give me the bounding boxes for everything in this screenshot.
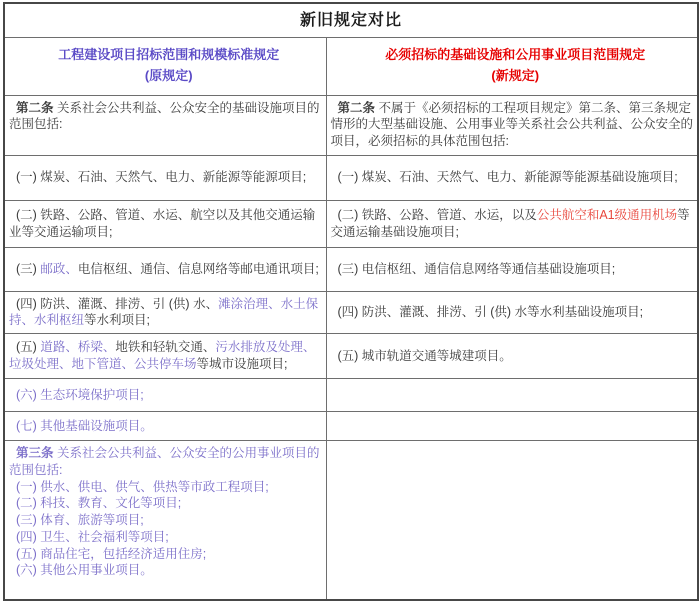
page-title: 新旧规定对比 [4, 3, 698, 37]
text-segment: 不属于《必须招标的工程项目规定》第二条、第三条规定情形的大型基础设施、公用事业等关系社会公共利益、公众安全的项目，必须招标的具体范围包括: [330, 100, 694, 148]
text-line [9, 296, 322, 330]
title-row [4, 3, 698, 37]
text-segment: (一) 煤炭、石油、天然气、电力、新能源等能源项目; [16, 170, 307, 185]
text-segment: 第二条 [16, 100, 54, 115]
text-segment: (二) 铁路、公路、管道、水运、航空以及其他交通运输业等交通运输项目; [9, 207, 316, 239]
new-transport-cell [326, 200, 698, 247]
text-line [331, 66, 694, 87]
text-line [9, 512, 322, 529]
text-line [9, 169, 322, 186]
text-segment: (四) 防洪、灌溉、排涝、引 (供) 水、 [16, 296, 219, 311]
text-segment: (二) 铁路、公路、管道、水运，以及 [337, 207, 537, 222]
text-line [331, 207, 694, 241]
text-line [9, 445, 322, 479]
text-segment: (三) 电信枢纽、通信信息网络等通信基础设施项目; [337, 261, 616, 276]
old-article2-intro-cell [4, 95, 326, 155]
old-ecology-cell [4, 379, 326, 412]
text-segment: 道路、桥梁、 [40, 340, 116, 355]
new-water-cell [326, 291, 698, 334]
table-row [4, 95, 698, 155]
new-empty-cell-2 [326, 412, 698, 441]
table-row [4, 334, 698, 379]
text-line [9, 387, 322, 404]
table-row [4, 412, 698, 441]
text-segment: 电信枢纽、通信、信息网络等邮电通讯项目; [77, 261, 319, 276]
text-segment: 地铁和轻轨交通、 [115, 340, 216, 355]
text-segment: 滩涂治理、水土保持、水利枢纽 [9, 296, 319, 328]
new-telecom-cell [326, 247, 698, 291]
text-segment: (五) 城市轨道交通等城建项目。 [337, 348, 512, 363]
old-other-infra-cell [4, 412, 326, 441]
new-empty-cell-1 [326, 379, 698, 412]
text-line [9, 546, 322, 563]
text-line [9, 66, 322, 87]
text-segment: 第二条 [337, 100, 376, 115]
text-segment: (五) [16, 340, 41, 355]
text-segment: (新规定) [491, 68, 540, 83]
text-line [331, 100, 694, 150]
old-regulation-header [4, 37, 326, 95]
text-segment: 等交通运输基础设施项目; [330, 207, 690, 239]
text-line [9, 418, 322, 435]
text-segment: 第三条 [16, 446, 54, 460]
text-line [9, 100, 322, 134]
old-transport-cell [4, 200, 326, 247]
new-article2-intro-cell [326, 95, 698, 155]
table-row [4, 200, 698, 247]
text-line [331, 169, 694, 186]
old-water-cell [4, 291, 326, 334]
old-urban-cell [4, 334, 326, 379]
text-line [9, 339, 322, 373]
text-segment: (三) [16, 261, 41, 276]
text-line [9, 495, 322, 512]
text-segment: (一) 供水、供电、供气、供热等市政工程项目; [16, 479, 269, 494]
table-row [4, 441, 698, 600]
new-energy-cell [326, 155, 698, 200]
text-line [9, 529, 322, 546]
table-row [4, 247, 698, 291]
text-segment: 邮政、 [40, 261, 78, 276]
regulation-comparison-table [3, 2, 699, 601]
text-line [9, 261, 322, 278]
column-header-row [4, 37, 698, 95]
text-segment: 必须招标的基础设施和公用事业项目范围规定 [385, 47, 646, 63]
text-line [9, 562, 322, 579]
text-line [9, 479, 322, 496]
text-line [331, 45, 694, 66]
text-segment: (七) 其他基础设施项目。 [16, 418, 153, 433]
old-energy-cell [4, 155, 326, 200]
text-segment: 污水排放及处理、垃圾处理、地下管道、公共停车场 [9, 340, 316, 371]
text-segment: (原规定) [144, 68, 193, 83]
text-segment: (六) 生态环境保护项目; [16, 387, 144, 402]
text-segment: 关系社会公共利益、公众安全的基础设施项目的范围包括: [9, 100, 320, 132]
text-segment: (五) 商品住宅，包括经济适用住房; [16, 546, 207, 561]
text-line [331, 304, 694, 321]
old-article3-cell [4, 441, 326, 600]
new-urban-cell [326, 334, 698, 379]
text-segment: (六) 其他公用事业项目。 [16, 563, 153, 578]
text-segment: (一) 煤炭、石油、天然气、电力、新能源等能源基础设施项目; [337, 170, 678, 185]
text-segment: (三) 体育、旅游等项目; [16, 513, 144, 527]
table-row [4, 379, 698, 412]
text-line [9, 207, 322, 241]
text-segment: (四) 卫生、社会福利等项目; [16, 529, 169, 544]
text-line [331, 261, 694, 278]
table-row [4, 155, 698, 200]
old-telecom-cell [4, 247, 326, 291]
text-segment: 工程建设项目招标范围和规模标准规定 [58, 47, 280, 63]
text-line [331, 348, 694, 365]
text-segment: 等城市设施项目; [196, 357, 288, 371]
text-segment: (四) 防洪、灌溉、排涝、引 (供) 水等水利基础设施项目; [337, 304, 644, 319]
text-line [9, 45, 322, 66]
text-segment: 关系社会公共利益、公众安全的公用事业项目的范围包括: [9, 446, 320, 477]
text-segment: 等水利项目; [84, 313, 150, 328]
text-segment: (二) 科技、教育、文化等项目; [16, 496, 182, 511]
text-segment: 公共航空和A1级通用机场 [536, 207, 678, 222]
new-regulation-header [326, 37, 698, 95]
table-row [4, 291, 698, 334]
new-empty-cell-3 [326, 441, 698, 600]
